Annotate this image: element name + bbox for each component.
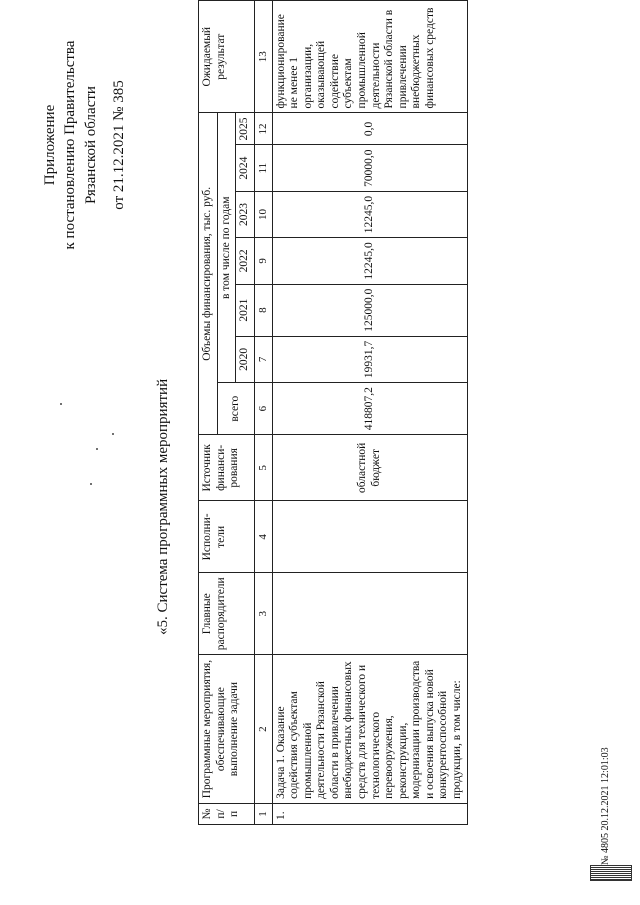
header-executors: Исполни-тели — [199, 501, 255, 573]
column-number: 2 — [254, 655, 272, 804]
appendix-region: Рязанской области — [82, 86, 99, 204]
row-year: 0,0 — [272, 113, 467, 145]
column-number: 5 — [254, 435, 272, 501]
barcode-stamp — [590, 865, 632, 881]
row-name: Задача 1. Оказание содействия субъектам промышленной деятельности Рязанской области в привлечении внебюджетных финансовых средств для технического и технологического перевооружения, реконструкции, модернизации производства и освоения выпуска новой конкурентоспособной продукции, в том числе: — [272, 655, 467, 804]
header-responsible: Главные распорядители — [199, 573, 255, 655]
header-year: 2025 — [236, 113, 255, 145]
header-num: № п/п — [199, 803, 255, 824]
row-result: функционирование не менее 1 организации, оказывающей содействие субъектам промышленной деятельности Рязанской области в привлечении внебюджетных финансовых средств — [272, 1, 467, 113]
column-number: 13 — [254, 1, 272, 113]
appendix-title: Приложение — [42, 104, 58, 186]
row-year: 12245,0 — [272, 238, 467, 284]
header-source: Источник финанси-рования — [199, 435, 255, 501]
column-number: 11 — [254, 145, 272, 191]
header-row-1 — [199, 1, 218, 825]
column-number: 12 — [254, 113, 272, 145]
header-result: Ожидаемый результат — [199, 1, 255, 113]
row-year: 125000,0 — [272, 284, 467, 336]
scan-speck — [90, 483, 92, 485]
row-year: 12245,0 — [272, 191, 467, 237]
header-funding: Объемы финансирования, тыс. руб. — [199, 113, 218, 435]
program-table — [198, 0, 468, 825]
scan-speck — [96, 448, 98, 450]
appendix-date: от 21.12.2021 № 385 — [110, 80, 127, 210]
registration-stamp: № 4805 20.12.2021 12:01:03 — [600, 747, 611, 865]
header-year: 2022 — [236, 238, 255, 284]
appendix-decree: к постановлению Правительства — [62, 40, 79, 250]
row-total: 418807,2 — [272, 383, 467, 435]
appendix-header — [40, 25, 129, 265]
section-title: «5. Система программных мероприятий — [155, 378, 171, 635]
header-year: 2021 — [236, 284, 255, 336]
row-year: 19931,7 — [272, 336, 467, 382]
scan-speck — [60, 403, 62, 405]
column-number: 4 — [254, 501, 272, 573]
header-year: 2023 — [236, 191, 255, 237]
row-executors — [272, 501, 467, 573]
column-number: 1 — [254, 803, 272, 824]
header-name: Программные мероприятия, обеспечивающие выполнение задачи — [199, 655, 255, 804]
column-number-row — [254, 1, 272, 825]
row-responsible — [272, 573, 467, 655]
header-by-years: в том числе по годам — [217, 113, 236, 383]
header-year: 2020 — [236, 336, 255, 382]
table-row — [272, 1, 467, 825]
scan-speck — [112, 433, 114, 435]
header-year: 2024 — [236, 145, 255, 191]
column-number: 6 — [254, 383, 272, 435]
column-number: 3 — [254, 573, 272, 655]
column-number: 10 — [254, 191, 272, 237]
row-source: областной бюджет — [272, 435, 467, 501]
header-total: всего — [217, 383, 254, 435]
row-year: 70000,0 — [272, 145, 467, 191]
column-number: 9 — [254, 238, 272, 284]
column-number: 8 — [254, 284, 272, 336]
row-num: 1. — [272, 803, 467, 824]
column-number: 7 — [254, 336, 272, 382]
